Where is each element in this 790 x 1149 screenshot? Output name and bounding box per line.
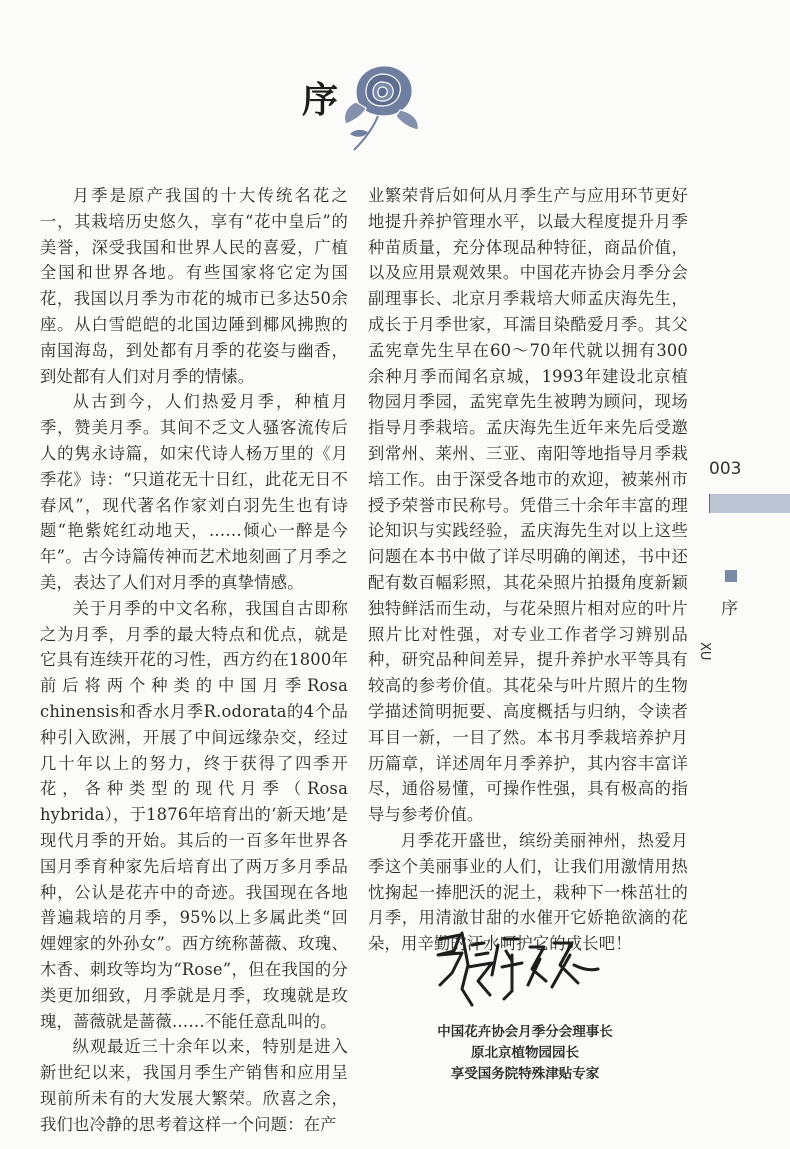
body-column-right bbox=[368, 183, 688, 957]
handwritten-signature-icon bbox=[432, 925, 602, 1015]
signature-credits bbox=[400, 1022, 650, 1085]
credit-line: 中国花卉协会月季分会理事长 bbox=[437, 1024, 613, 1040]
paragraph: 月季是原产我国的十大传统名花之一，其栽培历史悠久，享有“花中皇后”的美誉，深受我国和世界人民的喜爱，广植全国和世界各地。有些国家将它定为国花，我国以月季为市花的城市已多达50余座。从白雪皑皑的北国边陲到椰风拂煦的南国海岛，到处都有月季的花姿与幽香，到处都有人们对月季的情愫。 bbox=[40, 186, 348, 386]
title-block bbox=[300, 62, 430, 152]
paragraph: 纵观最近三十余年以来，特别是进入新世纪以来，我国月季生产销售和应用呈现前所未有的大发展大繁荣。欣喜之余，我们也冷静的思考着这样一个问题：在产 bbox=[40, 1037, 348, 1134]
credit-line: 原北京植物园园长 bbox=[471, 1045, 579, 1061]
section-pinyin: XU bbox=[697, 642, 712, 661]
paragraph: 从古到今，人们热爱月季，种植月季，赞美月季。其间不乏文人骚客流传后人的隽永诗篇，如宋代诗人杨万里的《月季花》诗：“只道花无十日红，此花无日不春风”，现代著名作家刘白羽先生也有诗题“艳紫姹红动地天，……倾心一醉是今年”。古今诗篇传神而艺术地刻画了月季之美，表达了人们对月季的真挚情感。 bbox=[40, 392, 348, 592]
paragraph: 业繁荣背后如何从月季生产与应用环节更好地提升养护管理水平，以最大程度提升月季种苗质量，充分体现品种特征，商品价值，以及应用景观效果。中国花卉协会月季分会副理事长、北京月季栽培大师孟庆海先生，成长于月季世家，耳濡目染酷爱月季。其父孟宪章先生早在60～70年代就以拥有300余种月季而闻名京城，1993年建设北京植物园月季园，孟宪章先生被聘为顾问，现场指导月季栽培。孟庆海先生近年来先后受邀到常州、莱州、三亚、南阳等地指导月季栽培工作。由于深受各地市的欢迎，被莱州市授予荣誉市民称号。凭借三十余年丰富的理论知识与实践经验，孟庆海先生对以上这些问题在本书中做了详尽明确的阐述，书中还配有数百幅彩照，其花朵照片拍摄角度新颖独特鲜活而生动，与花朵照片相对应的叶片照片比对性强，对专业工作者学习辨别品种，研究品种间差异，提升养护水平等具有较高的参考价值。其花朵与叶片照片的生物学描述简明扼要、高度概括与归纳，令读者耳目一新，一目了然。本书月季栽培养护月历篇章，详述周年月季养护，其内容丰富详尽，通俗易懂，可操作性强，具有极高的指导与参考价值。 bbox=[368, 186, 688, 825]
page-number: 003 bbox=[709, 459, 742, 479]
section-tab-bar bbox=[709, 494, 790, 513]
credit-line: 享受国务院特殊津贴专家 bbox=[450, 1066, 600, 1082]
paragraph: 月季花开盛世，缤纷美丽神州，热爱月季这个美丽事业的人们，让我们用激情用热忱掬起一捧肥沃的泥土，栽种下一株茁壮的月季，用清澈甘甜的水催开它娇艳欲滴的花朵，用辛勤的汗水呵护它的成长吧！ bbox=[368, 830, 688, 954]
paragraph: 关于月季的中文名称，我国自古即称之为月季，月季的最大特点和优点，就是它具有连续开花的习性，西方约在1800年前后将两个种类的中国月季Rosa chinensis和香水月季R.odorata的4个品种引入欧洲，开展了中间远缘杂交，经过几十年以上的努力，终于获得了四季开花，各种类型的现代月季（Rosa hybrida），于1876年培育出的‘新天地’是现代月季的开始。其后的一百多年世界各国月季育种家先后培育出了两万多月季品种，公认是花卉中的奇迹。我国现在各地普遍栽培的月季，95%以上多属此类“回娌娌家的外孙女”。西方统称蔷薇、玫瑰、木香、刺玫等均为“Rose”，但在我国的分类更加细致，月季就是月季，玫瑰就是玫瑰，蔷薇就是蔷薇……不能任意乱叫的。 bbox=[40, 598, 348, 1031]
body-column-left bbox=[40, 183, 348, 1137]
page-title: 序 bbox=[302, 80, 339, 121]
rose-icon bbox=[340, 62, 422, 152]
section-marker-icon bbox=[725, 570, 737, 582]
section-title: 序 bbox=[721, 599, 738, 619]
